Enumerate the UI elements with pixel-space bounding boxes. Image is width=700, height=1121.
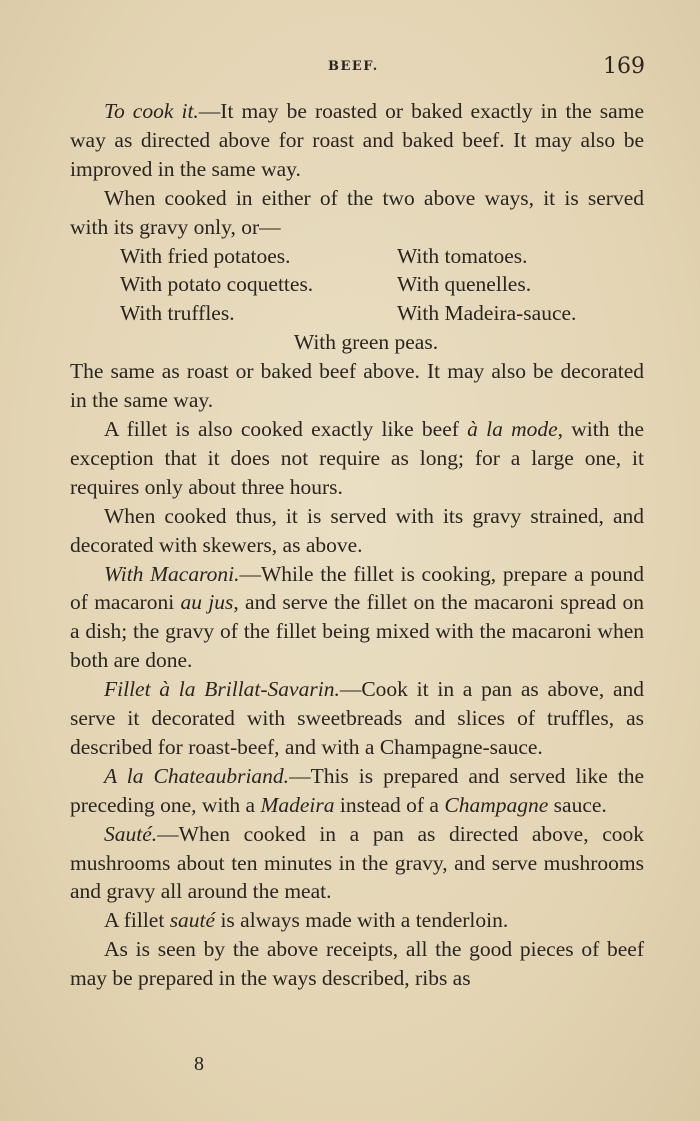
- paragraph-text: , and serve the fillet on the macaroni spread on a dish; the gravy of the fillet being mixed with the macaroni when both are done.: [70, 590, 644, 673]
- run-in-heading: Fillet à la Brillat-Savarin.: [104, 677, 340, 702]
- paragraph-saute: [70, 820, 644, 907]
- garnish-item: With potato coquettes.: [120, 272, 314, 297]
- italic-phrase: au jus: [180, 590, 234, 615]
- garnish-list: [70, 242, 644, 329]
- paragraph-text: The same as roast or baked beef above. It may also be decorated in the same way.: [70, 359, 644, 413]
- run-in-heading: A la Chateaubriand.: [104, 763, 290, 788]
- page-number: 169: [603, 54, 645, 79]
- italic-phrase: sauté: [169, 908, 216, 933]
- italic-phrase: Madeira: [260, 792, 335, 817]
- page-body: [70, 97, 644, 993]
- paragraph-text: is always made with a tenderloin.: [215, 908, 509, 933]
- signature-mark: 8: [194, 1053, 204, 1075]
- paragraph-receipts: [70, 935, 644, 993]
- paragraph-with-macaroni: [70, 560, 644, 676]
- paragraph-text: A fillet: [104, 908, 170, 933]
- garnish-item: With tomatoes.: [397, 243, 528, 268]
- paragraph-text: sauce.: [548, 792, 607, 817]
- paragraph-text: When cooked thus, it is served with its gravy strained, and decorated with skewers, as above.: [70, 503, 644, 557]
- garnish-item: With truffles.: [120, 301, 235, 326]
- paragraph-text: —It may be roasted or baked exactly in the same way as directed above for roast and baked beef. It may also be improved in the same way.: [70, 99, 644, 181]
- garnish-item-centered: With green peas.: [293, 330, 439, 355]
- paragraph-fillet-saute: [70, 906, 644, 935]
- paragraph-to-cook-it: [70, 97, 644, 184]
- paragraph-cooked-thus: [70, 502, 644, 560]
- paragraph-chateaubriand: [70, 762, 644, 820]
- paragraph-text: instead of a: [334, 792, 445, 817]
- paragraph-text: As is seen by the above receipts, all the good pieces of beef may be prepared in the ways described, ribs as: [70, 937, 644, 991]
- italic-phrase: à la mode: [467, 416, 558, 441]
- paragraph-text: —Cook it in a pan as above, and serve it decorated with sweetbreads and slices of truffles, as described for roast-beef, and with a Champagne-sauce.: [70, 677, 644, 759]
- paragraph-text: —This is prepared and served like the preceding one, with a: [70, 763, 645, 817]
- paragraph-text: —When cooked in a pan as directed above, cook mushrooms about ten minutes in the gravy, and serve mushrooms and gravy all around the meat.: [70, 821, 644, 904]
- paragraph-brillat-savarin: [70, 675, 644, 762]
- paragraph-same-as-roast: [70, 357, 644, 415]
- garnish-item: With fried potatoes.: [120, 243, 291, 268]
- paragraph-text: A fillet is also cooked exactly like beef: [104, 416, 468, 441]
- italic-phrase: Champagne: [444, 792, 549, 817]
- paragraph-text: , with the exception that it does not require as long; for a large one, it requires only about three hours.: [70, 416, 644, 499]
- paragraph-text: When cooked in either of the two above ways, it is served with its gravy only, or—: [70, 185, 644, 239]
- run-in-heading: Sauté.: [104, 821, 158, 846]
- run-in-heading: To cook it.: [104, 99, 199, 123]
- garnish-item: With Madeira-sauce.: [397, 301, 577, 326]
- garnish-item: With quenelles.: [397, 272, 532, 297]
- paragraph-serving: [70, 184, 644, 242]
- running-head: BEEF.: [328, 59, 379, 74]
- run-in-heading: With Macaroni.: [104, 561, 240, 586]
- page-header: [0, 52, 700, 86]
- paragraph-fillet-a-la-mode: [70, 415, 644, 502]
- paragraph-text: —While the fillet is cooking, prepare a pound of macaroni: [70, 561, 644, 615]
